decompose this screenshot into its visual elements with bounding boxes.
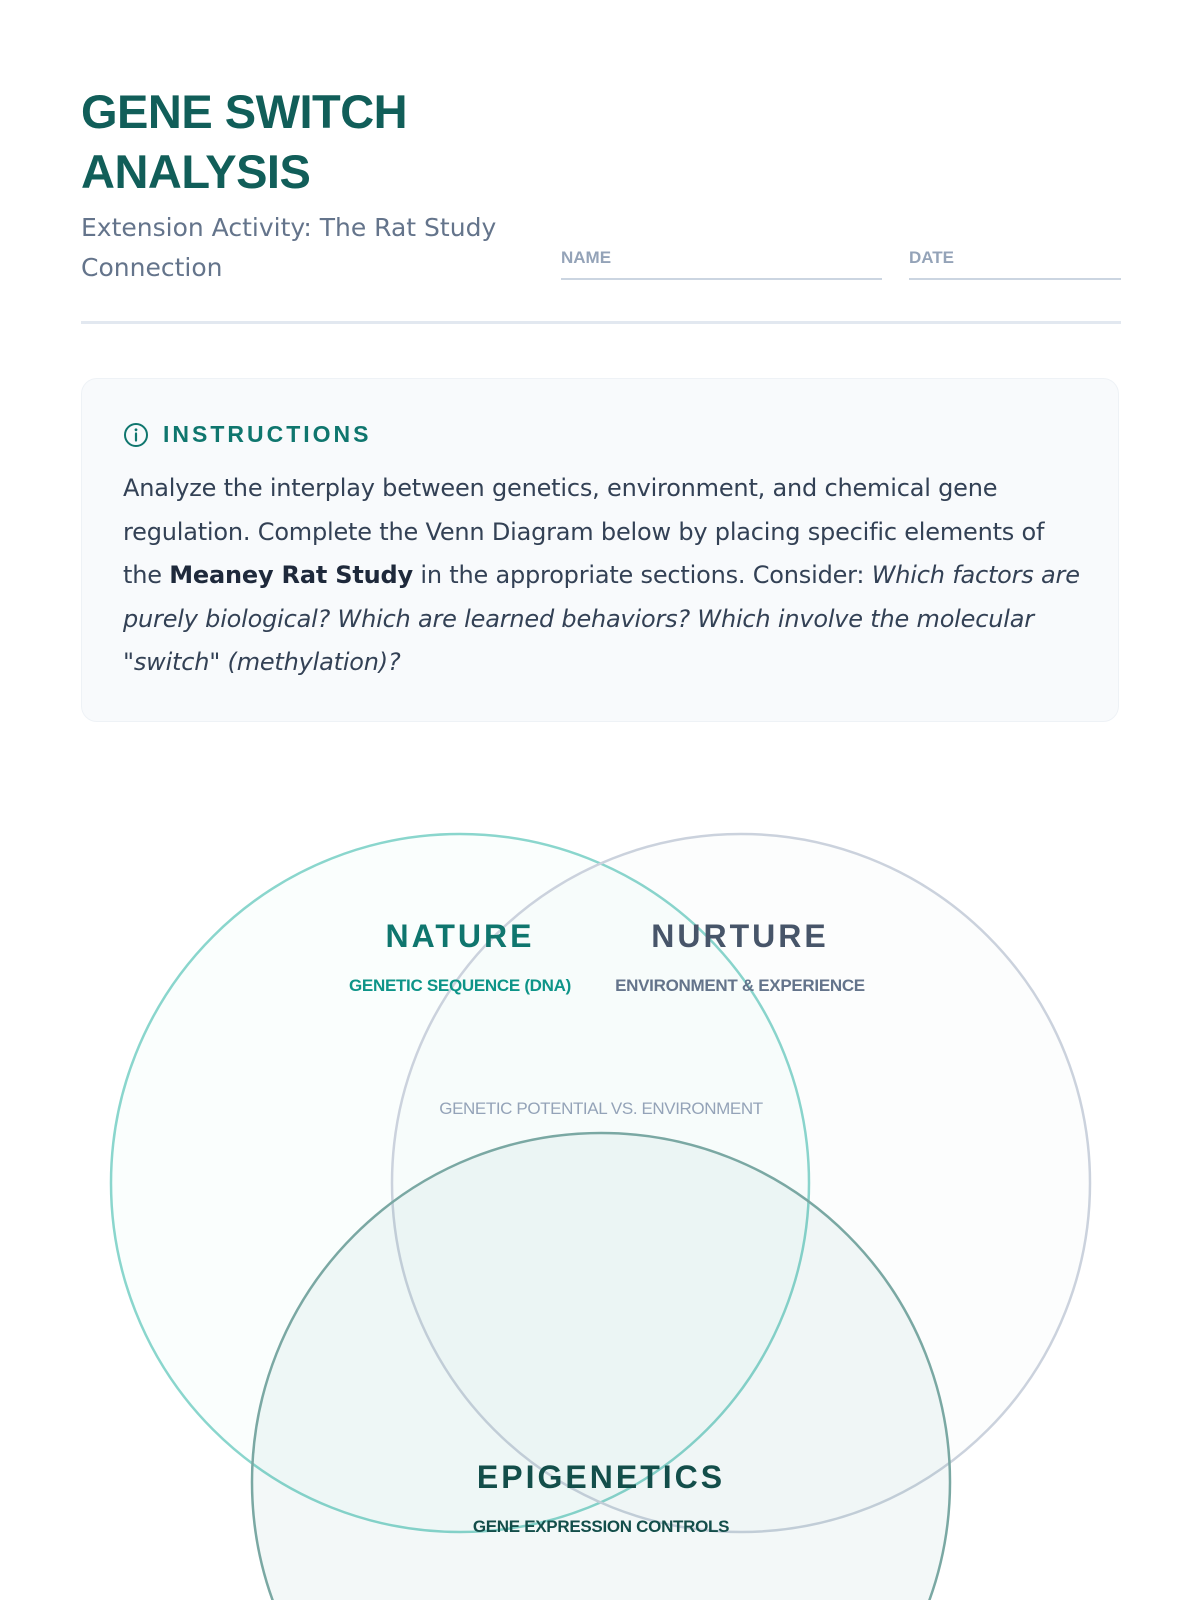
nature-title: NATURE [385,918,535,954]
instructions-heading: INSTRUCTIONS [163,421,372,447]
instructions-text-part1: Analyze the interplay between genetics, environment, and chemical gene regulation. Complete the Venn Diagram below by placing specific elements of the [123,474,1045,589]
name-label: NAME [561,248,612,267]
date-label: DATE [909,248,955,267]
epigenetics-title: EPIGENETICS [476,1459,726,1495]
epigenetics-subtitle: GENE EXPRESSION CONTROLS [472,1517,730,1536]
nurture-title: NURTURE [651,918,829,954]
nature-subtitle: GENETIC SEQUENCE (DNA) [349,976,571,995]
instructions-study-name: Meaney Rat Study [169,561,413,589]
instructions-questions: Which factors are purely biological? Which are learned behaviors? Which involve the molecular "switch" (methylation)? [123,561,1080,676]
nurture-subtitle: ENVIRONMENT & EXPERIENCE [615,976,865,995]
instructions-text-part2: in the appropriate sections. Consider: [412,561,872,589]
overlap-label: GENETIC POTENTIAL VS. ENVIRONMENT [439,1099,763,1118]
page-title: GENE SWITCH ANALYSIS [81,85,408,198]
page-subtitle: Extension Activity: The Rat Study Connection [81,213,497,282]
